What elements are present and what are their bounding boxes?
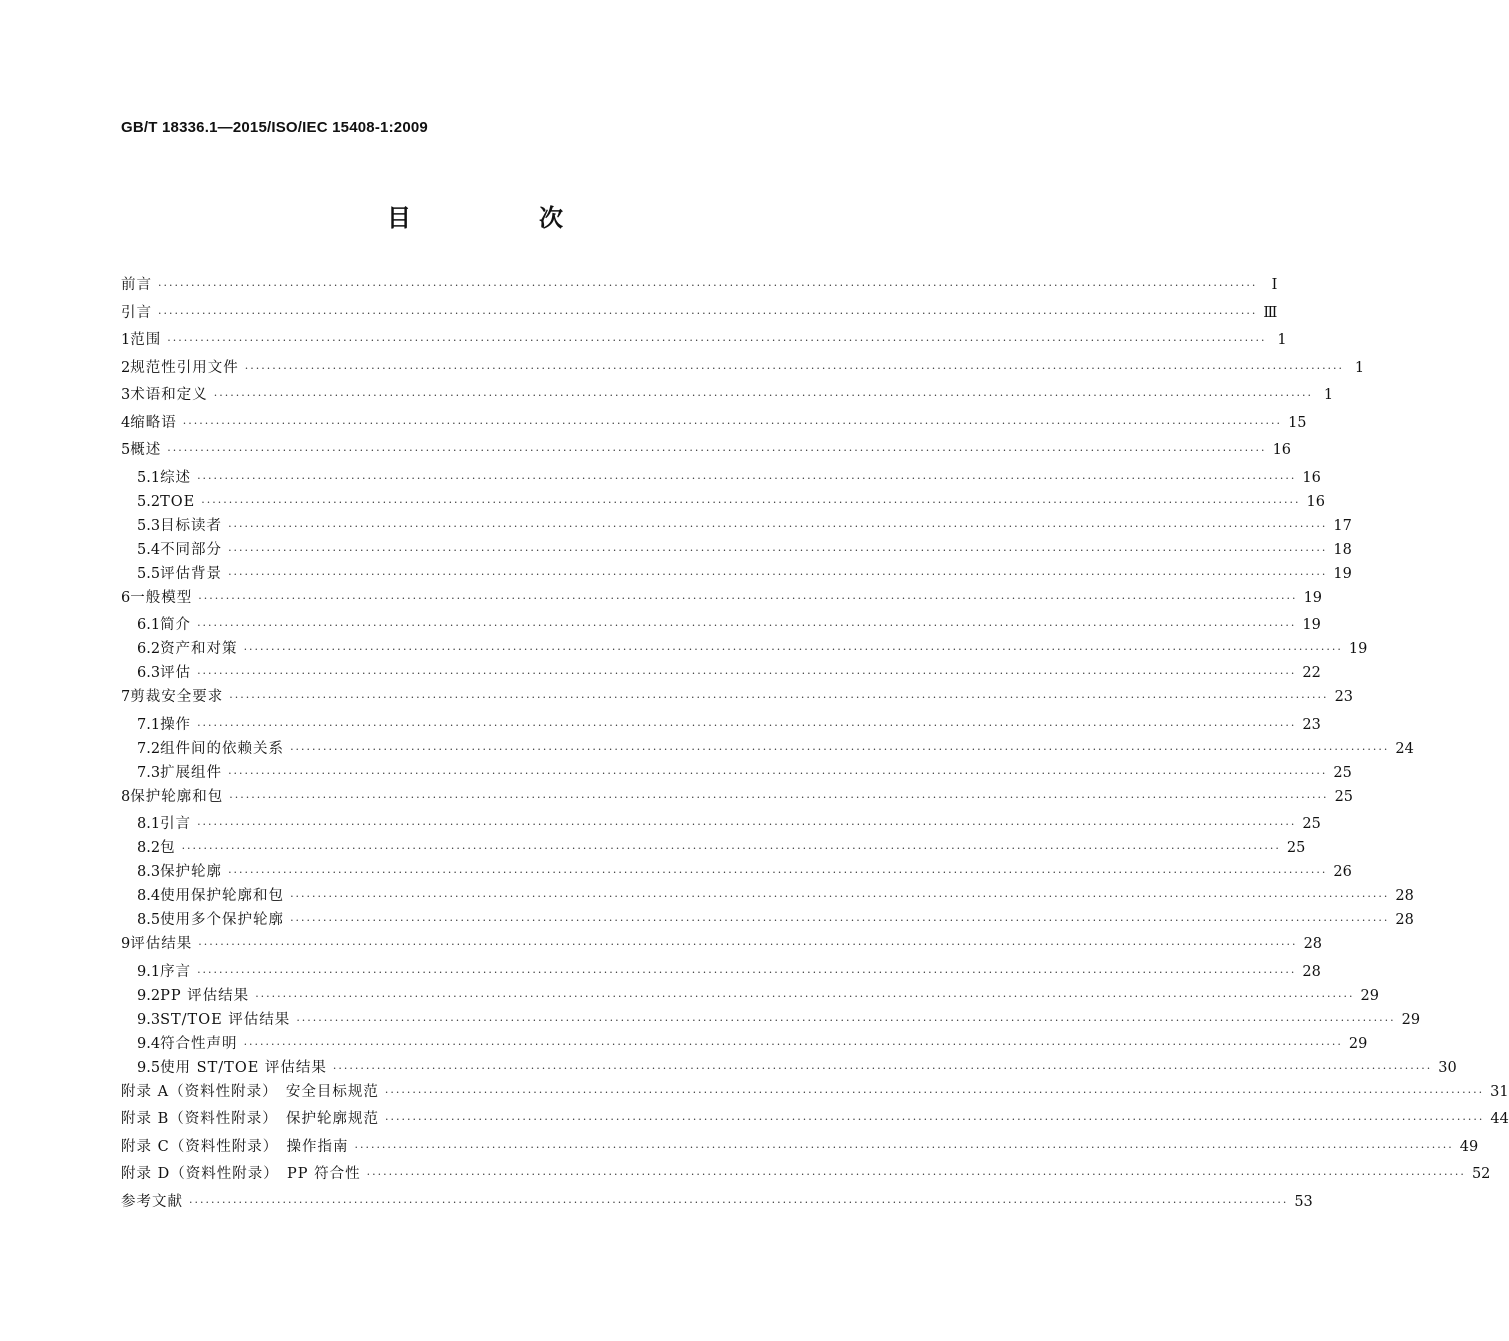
toc-entry-page: 19 xyxy=(1333,565,1352,582)
dot-leader: ········································································································································································································ xyxy=(167,444,1267,457)
toc-entry[interactable] xyxy=(121,987,1379,1011)
toc-entry[interactable] xyxy=(121,1138,1479,1166)
toc-entry[interactable] xyxy=(121,887,1414,911)
toc-entry-title: 符合性声明 xyxy=(160,1035,238,1052)
dot-leader: ········································································································································································································ xyxy=(197,718,1297,732)
toc-entry[interactable] xyxy=(121,565,1352,589)
toc-entry-page: 31 xyxy=(1490,1083,1509,1100)
dot-leader: ········································································································································································································ xyxy=(201,495,1301,509)
toc-entry-page: 25 xyxy=(1302,816,1321,832)
dot-leader: ········································································································································································································ xyxy=(243,643,1343,656)
toc-entry-title: 参考文献 xyxy=(121,1193,183,1210)
toc-entry[interactable] xyxy=(121,740,1414,764)
dot-leader: ········································································································································································································ xyxy=(354,1140,1454,1154)
toc-entry-title: 缩略语 xyxy=(130,414,177,431)
toc-entry-number: 8 xyxy=(121,788,131,805)
toc-entry-page: 16 xyxy=(1302,469,1321,486)
dot-leader: ········································································································································································································ xyxy=(290,742,1390,756)
dot-leader: ········································································································································································································ xyxy=(228,567,1328,581)
toc-entry-number: 5 xyxy=(121,442,131,458)
dot-leader: ········································································································································································································ xyxy=(366,1168,1466,1181)
toc-entry[interactable] xyxy=(121,764,1352,788)
toc-entry-number: 6 xyxy=(121,589,131,606)
dot-leader: ········································································································································································································ xyxy=(228,519,1328,533)
toc-entry-number: 9.4 xyxy=(137,1035,161,1052)
toc-entry-page: 19 xyxy=(1348,641,1368,657)
dot-leader: ········································································································································································································ xyxy=(197,818,1297,831)
toc-entry[interactable] xyxy=(121,517,1352,541)
standard-code: GB/T 18336.1—2015/ISO/IEC 15408-1:2009 xyxy=(121,119,428,136)
toc-entry-page: 28 xyxy=(1395,888,1414,904)
toc-entry-title: 前言 xyxy=(121,277,152,293)
toc-entry-number: 9.5 xyxy=(137,1059,161,1076)
dot-leader: ········································································································································································································ xyxy=(229,691,1329,704)
toc-entry-number: 6.1 xyxy=(137,617,161,633)
dot-leader: ········································································································································································································ xyxy=(213,389,1314,402)
toc-entry-page: 1 xyxy=(1323,387,1334,403)
toc-entry-number: 9.3 xyxy=(137,1011,161,1028)
dot-leader: ········································································································································································································ xyxy=(197,471,1297,485)
toc-entry-title: 不同部分 xyxy=(160,541,223,558)
toc-entry-number: 5.2 xyxy=(137,493,161,510)
dot-leader: ········································································································································································································ xyxy=(189,1195,1289,1209)
toc-entry-title: 包 xyxy=(160,840,176,856)
toc-entry-page: 15 xyxy=(1288,414,1307,431)
dot-leader: ········································································································································································································ xyxy=(197,667,1297,680)
dot-leader: ········································································································································································································ xyxy=(290,890,1390,903)
dot-leader: ········································································································································································································ xyxy=(158,306,1258,320)
toc-entry-page: Ⅰ xyxy=(1271,277,1278,293)
table-of-contents xyxy=(121,276,1509,1220)
toc-entry[interactable] xyxy=(121,304,1278,332)
toc-entry-number: 9 xyxy=(121,936,131,952)
toc-entry[interactable] xyxy=(121,935,1323,963)
toc-entry-title: 综述 xyxy=(160,469,192,486)
toc-entry-number: 8.1 xyxy=(137,816,161,832)
toc-entry-page: 1 xyxy=(1277,332,1287,348)
toc-entry[interactable] xyxy=(121,441,1292,469)
toc-entry[interactable] xyxy=(121,963,1321,987)
toc-entry-number: 5.5 xyxy=(137,565,161,582)
toc-entry-title: 规范性引用文件 xyxy=(130,359,239,376)
toc-entry-number: 8.2 xyxy=(137,840,161,856)
toc-entry-number: 4 xyxy=(121,414,131,431)
toc-entry[interactable] xyxy=(121,664,1321,688)
dot-leader: ········································································································································································································ xyxy=(167,334,1267,347)
toc-entry-number: 8.3 xyxy=(137,864,161,880)
toc-entry-title: TOE xyxy=(160,493,196,510)
toc-entry[interactable] xyxy=(121,863,1352,887)
toc-entry-title: 序言 xyxy=(160,963,192,980)
dot-leader: ········································································································································································································ xyxy=(198,591,1298,605)
toc-entry[interactable] xyxy=(121,911,1414,935)
toc-entry-page: 49 xyxy=(1459,1138,1479,1155)
toc-entry[interactable] xyxy=(121,541,1352,565)
toc-entry-title: 引言 xyxy=(121,304,152,321)
toc-entry-number: 7.3 xyxy=(137,764,161,781)
toc-entry-title: 剪裁安全要求 xyxy=(130,689,224,705)
toc-entry[interactable] xyxy=(121,1083,1509,1111)
toc-entry-title: 术语和定义 xyxy=(130,387,208,403)
dot-leader: ········································································································································································································ xyxy=(158,279,1258,292)
toc-entry-title: ST/TOE 评估结果 xyxy=(160,1011,291,1028)
toc-entry-title: 保护轮廓 xyxy=(160,864,223,880)
toc-entry[interactable] xyxy=(121,589,1323,617)
toc-entry-page: 22 xyxy=(1302,665,1321,681)
toc-entry[interactable] xyxy=(121,414,1307,442)
toc-entry-page: 23 xyxy=(1334,689,1354,705)
toc-entry-title: 评估背景 xyxy=(160,565,223,582)
toc-entry[interactable] xyxy=(121,616,1321,640)
dot-leader: ········································································································································································································ xyxy=(228,543,1328,557)
toc-entry-page: Ⅲ xyxy=(1263,304,1278,321)
toc-entry[interactable] xyxy=(121,1165,1491,1193)
toc-entry-title: 附录 B（资料性附录） 保护轮廓规范 xyxy=(121,1111,380,1127)
dot-leader: ········································································································································································································ xyxy=(181,842,1281,855)
toc-entry-page: 52 xyxy=(1471,1166,1491,1182)
toc-entry-number: 6.3 xyxy=(137,665,161,681)
toc-entry-page: 17 xyxy=(1333,517,1352,534)
toc-entry-number: 5.4 xyxy=(137,541,161,558)
toc-entry-title: 目标读者 xyxy=(160,517,223,534)
dot-leader: ········································································································································································································ xyxy=(243,1037,1343,1051)
dot-leader: ········································································································································································································ xyxy=(198,938,1298,951)
toc-entry-number: 6.2 xyxy=(137,641,161,657)
toc-entry[interactable] xyxy=(121,788,1354,816)
toc-entry[interactable] xyxy=(121,1193,1313,1221)
toc-entry-title: 使用多个保护轮廓 xyxy=(160,912,285,928)
toc-entry-title: 范围 xyxy=(130,332,162,348)
toc-entry[interactable] xyxy=(121,493,1325,517)
toc-entry[interactable] xyxy=(121,276,1278,304)
toc-entry-title: 组件间的依赖关系 xyxy=(160,740,285,757)
toc-entry[interactable] xyxy=(121,1035,1368,1059)
toc-entry-number: 9.2 xyxy=(137,987,161,1004)
dot-leader: ········································································································································································································ xyxy=(229,790,1329,804)
toc-entry[interactable] xyxy=(121,1110,1509,1138)
toc-entry-page: 28 xyxy=(1395,912,1414,928)
toc-entry-page: 19 xyxy=(1303,589,1323,606)
dot-leader: ········································································································································································································ xyxy=(228,866,1328,879)
toc-entry-number: 7.2 xyxy=(137,740,161,757)
toc-entry-page: 25 xyxy=(1333,764,1352,781)
toc-entry-number: 7 xyxy=(121,689,131,705)
dot-leader: ········································································································································································································ xyxy=(197,619,1297,632)
toc-entry-page: 30 xyxy=(1438,1059,1457,1076)
toc-entry[interactable] xyxy=(121,331,1287,359)
toc-entry-number: 5.3 xyxy=(137,517,161,534)
toc-entry-title: 附录 A（资料性附录） 安全目标规范 xyxy=(121,1083,379,1100)
toc-entry-title: 评估结果 xyxy=(130,936,193,952)
toc-entry-page: 44 xyxy=(1490,1111,1509,1127)
toc-entry-page: 24 xyxy=(1395,740,1414,757)
toc-entry[interactable] xyxy=(121,688,1354,716)
toc-entry-page: 29 xyxy=(1360,987,1379,1004)
toc-entry-title: 附录 D（资料性附录） PP 符合性 xyxy=(121,1166,361,1182)
dot-leader: ········································································································································································································ xyxy=(385,1113,1485,1126)
toc-entry-title: PP 评估结果 xyxy=(160,987,250,1004)
toc-entry[interactable] xyxy=(121,359,1365,387)
toc-entry-number: 7.1 xyxy=(137,716,161,733)
toc-entry-page: 29 xyxy=(1401,1011,1421,1028)
toc-entry-page: 19 xyxy=(1302,617,1321,633)
dot-leader: ········································································································································································································ xyxy=(197,965,1297,979)
toc-entry-page: 25 xyxy=(1286,840,1306,856)
toc-entry-title: 简介 xyxy=(160,617,192,633)
toc-entry-number: 3 xyxy=(121,387,131,403)
toc-entry-title: 概述 xyxy=(130,442,162,458)
toc-entry-page: 18 xyxy=(1333,541,1352,558)
toc-entry-number: 2 xyxy=(121,359,131,376)
toc-entry[interactable] xyxy=(121,1059,1457,1083)
toc-entry-page: 1 xyxy=(1354,359,1365,376)
toc-entry-page: 16 xyxy=(1272,442,1292,458)
toc-entry-number: 5.1 xyxy=(137,469,161,486)
toc-entry-number: 9.1 xyxy=(137,963,161,980)
toc-entry-title: 操作 xyxy=(160,716,192,733)
toc-entry[interactable] xyxy=(121,839,1306,863)
toc-entry-title: 使用保护轮廓和包 xyxy=(160,888,285,904)
toc-entry-title: 一般模型 xyxy=(130,589,193,606)
toc-entry-title: 扩展组件 xyxy=(160,764,223,781)
toc-entry[interactable] xyxy=(121,640,1368,664)
toc-entry-page: 25 xyxy=(1334,788,1354,805)
toc-entry-page: 29 xyxy=(1348,1035,1368,1052)
dot-leader: ········································································································································································································ xyxy=(228,766,1328,780)
toc-entry-page: 28 xyxy=(1302,963,1321,980)
toc-entry-title: 附录 C（资料性附录） 操作指南 xyxy=(121,1138,349,1155)
toc-entry-page: 28 xyxy=(1303,936,1323,952)
dot-leader: ········································································································································································································ xyxy=(182,416,1283,430)
toc-entry-number: 8.4 xyxy=(137,888,161,904)
toc-entry[interactable] xyxy=(121,815,1321,839)
toc-entry-title: 保护轮廓和包 xyxy=(130,788,224,805)
toc-entry[interactable] xyxy=(121,386,1334,414)
toc-entry-title: 资产和对策 xyxy=(160,641,238,657)
toc-entry-title: 引言 xyxy=(160,816,192,832)
toc-entry-title: 评估 xyxy=(160,665,192,681)
toc-entry-page: 26 xyxy=(1333,864,1352,880)
toc-entry-number: 1 xyxy=(121,332,131,348)
page-title: 目 次 xyxy=(387,204,615,232)
dot-leader: ········································································································································································································ xyxy=(290,914,1390,927)
toc-entry-page: 16 xyxy=(1306,493,1325,510)
dot-leader: ········································································································································································································ xyxy=(384,1085,1485,1099)
toc-entry-title: 使用 ST/TOE 评估结果 xyxy=(160,1059,327,1076)
dot-leader: ········································································································································································································ xyxy=(244,361,1345,375)
dot-leader: ········································································································································································································ xyxy=(332,1061,1433,1075)
toc-entry[interactable] xyxy=(121,716,1321,740)
toc-entry-page: 53 xyxy=(1294,1193,1313,1210)
toc-entry-page: 23 xyxy=(1302,716,1321,733)
toc-entry[interactable] xyxy=(121,1011,1421,1035)
toc-entry[interactable] xyxy=(121,469,1321,493)
toc-entry-number: 8.5 xyxy=(137,912,161,928)
dot-leader: ········································································································································································································ xyxy=(296,1013,1396,1027)
dot-leader: ········································································································································································································ xyxy=(255,989,1355,1003)
